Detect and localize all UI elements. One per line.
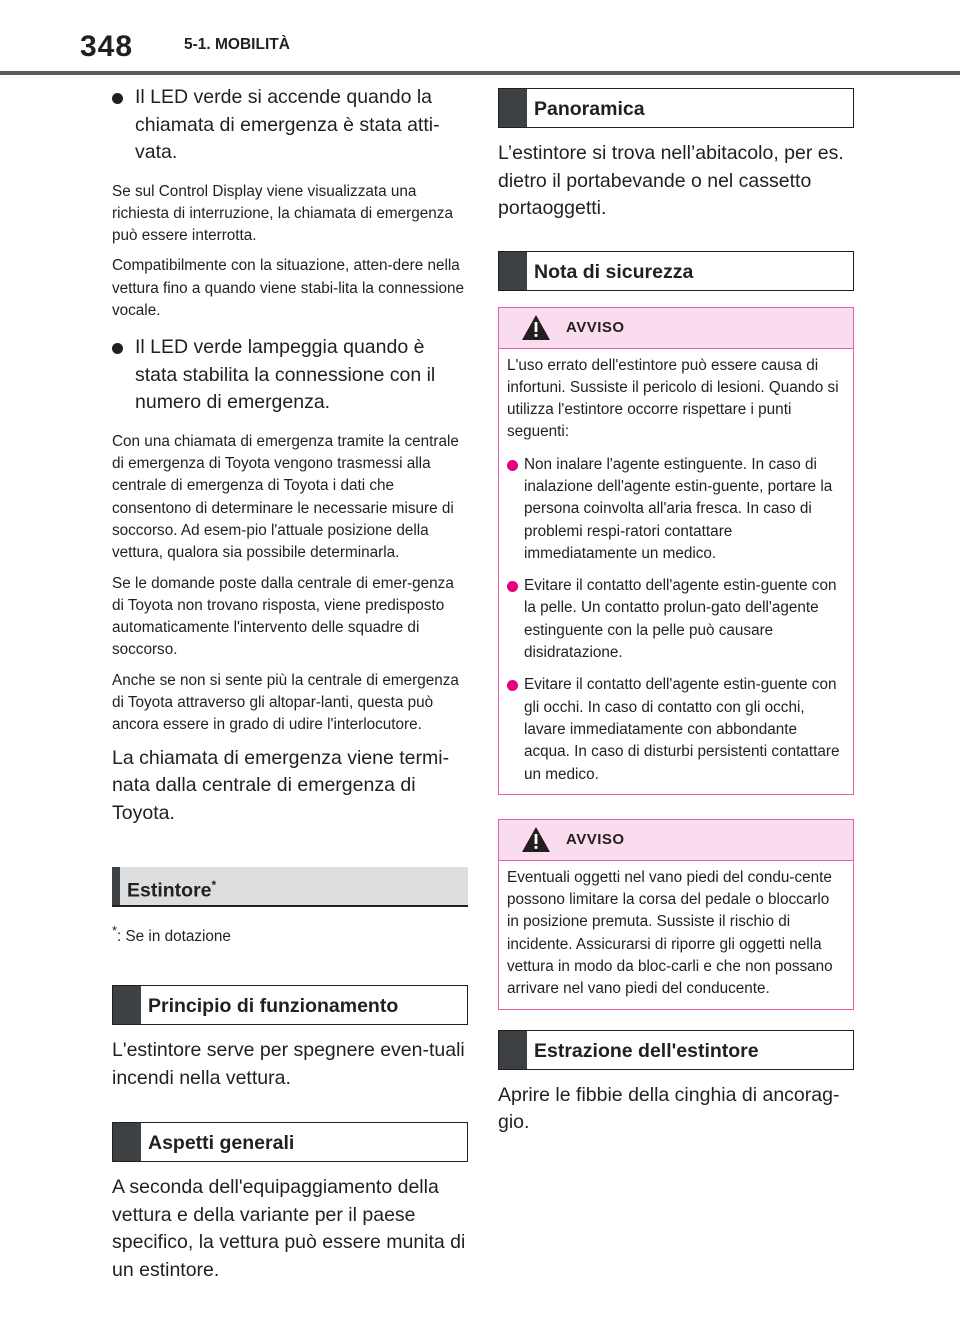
paragraph: Aprire le fibbie della cinghia di ancorag-gio. xyxy=(498,1083,840,1134)
bullet-dot-icon xyxy=(112,343,123,354)
bullet-item xyxy=(112,84,468,167)
left-column xyxy=(112,84,468,1296)
subsection-title: Principio di funzionamento xyxy=(148,995,399,1018)
warning-box xyxy=(498,819,854,1010)
right-column xyxy=(498,88,854,1149)
page-number: 348 xyxy=(80,30,134,63)
warning-header xyxy=(499,820,853,861)
bullet-dot-icon xyxy=(112,93,123,104)
paragraph: Se sul Control Display viene visualizzata una richiesta di interruzione, la chiamata di emergenza può essere interrotta. xyxy=(112,182,453,245)
warning-label: AVVISO xyxy=(566,830,625,848)
subsection-bar xyxy=(499,252,527,290)
warning-bullet: Non inalare l'agente estinguente. In caso di inalazione dell'agente estin-guente, portare la persona coinvolta all'aria fresca. In caso di problemi respi-ratori contattare immediatamente un medico. xyxy=(507,454,845,565)
subsection-title: Estrazione dell'estintore xyxy=(534,1039,759,1062)
pink-bullet-icon xyxy=(507,460,518,471)
paragraph: Anche se non si sente più la centrale di emergenza di Toyota attraverso gli altopar-lanti, questa può ancora essere in grado di udire l'interlocutore. xyxy=(112,671,459,734)
subsection-heading xyxy=(498,251,854,291)
subsection-bar xyxy=(499,1031,527,1069)
subsection-title: Nota di sicurezza xyxy=(534,260,694,283)
subsection-title: Aspetti generali xyxy=(148,1132,295,1155)
paragraph: Se le domande poste dalla centrale di emer-genza di Toyota non trovano risposta, viene predisposto automaticamente l'intervento delle squadre di soccorso. xyxy=(112,574,454,659)
section-bar xyxy=(112,867,120,905)
footnote-marker: * xyxy=(211,878,217,893)
subsection-heading xyxy=(112,1122,468,1162)
bullet-item xyxy=(112,334,468,417)
bullet-text: Il LED verde si accende quando la chiamata di emergenza è stata atti-vata. xyxy=(135,86,440,163)
pink-bullet-icon xyxy=(507,680,518,691)
warning-box xyxy=(498,307,854,795)
warning-bullet: Evitare il contatto dell'agente estin-guente con gli occhi. In caso di contatto con gli occhi, lavare immediatamente con abbondante acqua. In caso di disturbi persistenti contattare un medico. xyxy=(507,674,845,785)
subsection-bar xyxy=(113,986,141,1024)
pink-bullet-icon xyxy=(507,581,518,592)
warning-label: AVVISO xyxy=(566,318,625,336)
footnote: *: Se in dotazione xyxy=(112,923,231,946)
warning-header xyxy=(499,308,853,349)
paragraph: L’estintore si trova nell’abitacolo, per es. dietro il portabevande o nel cassetto portaoggetti. xyxy=(498,142,844,219)
subsection-heading xyxy=(498,88,854,128)
header-rule xyxy=(0,71,960,75)
subsection-title: Panoramica xyxy=(534,98,645,120)
warning-body xyxy=(499,861,853,1009)
paragraph: Con una chiamata di emergenza tramite la centrale di emergenza di Toyota vengono trasmessi alla centrale di emergenza di Toyota i dati che consentono di determinare le necessarie misure di soccorso. Ad esem-pio l'attuale posizione della vettura, qualora sia possibile determinarla. xyxy=(112,432,459,562)
bullet-text: Il LED verde lampeggia quando è stata stabilita la connessione con il numero di emergenza. xyxy=(135,336,436,414)
warning-body xyxy=(499,349,853,794)
section-heading-estintore xyxy=(112,867,468,907)
chapter-title: 5-1. MOBILITÀ xyxy=(184,36,290,53)
warning-bullet: Evitare il contatto dell'agente estin-guente con la pelle. Un contatto prolun-gato dell'agente estinguente con la pelle può causare disidratazione. xyxy=(507,575,845,664)
warning-text: Eventuali oggetti nel vano piedi del condu-cente possono limitare la corsa del pedale o bloccarlo in posizione premuta. Sussiste il rischio di incidente. Assicurarsi di riporre gli oggetti nella vettura in modo da bloc-carli e che non possano arrivare nel vano piedi del conducente. xyxy=(507,868,833,998)
paragraph: L'estintore serve per spegnere even-tuali incendi nella vettura. xyxy=(112,1039,465,1089)
subsection-heading xyxy=(112,985,468,1025)
paragraph: La chiamata di emergenza viene termi-nata dalla centrale di emergenza di Toyota. xyxy=(112,746,450,824)
paragraph: Compatibilmente con la situazione, atten-dere nella vettura fino a quando viene stabi-lita la connessione vocale. xyxy=(112,257,465,319)
subsection-bar xyxy=(499,89,527,127)
page-header xyxy=(0,0,960,76)
section-title: Estintore* xyxy=(127,878,217,902)
warning-triangle-icon xyxy=(521,826,551,853)
warning-text: L'uso errato dell'estintore può essere causa di infortuni. Sussiste il pericolo di lesioni. Quando si utilizza l'estintore occorre rispettare i punti seguenti: xyxy=(507,356,839,441)
subsection-heading xyxy=(498,1030,854,1070)
subsection-bar xyxy=(113,1123,141,1161)
paragraph: A seconda dell'equipaggiamento della vettura e della variante per il paese specifico, la vettura può essere munita di un estintore. xyxy=(112,1176,466,1281)
warning-triangle-icon xyxy=(521,314,551,341)
